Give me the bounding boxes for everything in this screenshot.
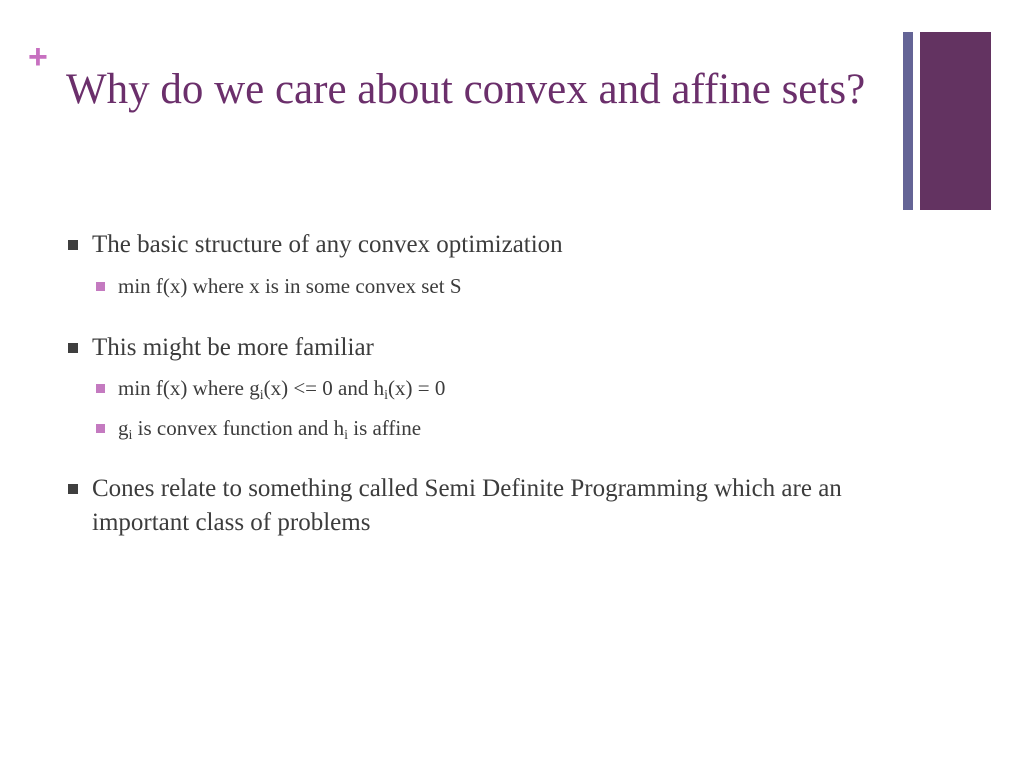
- decorative-bar-thick: [920, 32, 991, 210]
- bullet-text: This might be more familiar: [92, 334, 374, 361]
- square-bullet-icon: [68, 343, 78, 353]
- square-bullet-icon: [68, 240, 78, 250]
- sub-bullet-item-2-2: [96, 414, 896, 442]
- decorative-bar-thin: [903, 32, 913, 210]
- bullet-item-3: [68, 472, 908, 540]
- square-bullet-icon: [96, 384, 105, 393]
- sub-bullet-text: min f(x) where x is in some convex set S: [118, 274, 462, 298]
- square-bullet-icon: [68, 484, 78, 494]
- square-bullet-icon: [96, 282, 105, 291]
- sub-bullet-item-1-1: [96, 272, 896, 300]
- sub-bullet-item-2-1: [96, 374, 896, 402]
- square-bullet-icon: [96, 424, 105, 433]
- sub-bullet-text: $g_i$ is convex function and $h_i$ is affine: [118, 416, 422, 443]
- bullet-text: Cones relate to something called Semi Definite Programming which are an important class of problems: [92, 475, 842, 536]
- slide-title: Why do we care about convex and affine sets?: [66, 66, 866, 113]
- sub-bullet-text: min f(x) where $g_i(x) <= 0$ and $h_i(x) = 0$: [118, 376, 446, 403]
- bullet-item-2: [68, 331, 908, 365]
- plus-icon: +: [28, 38, 48, 76]
- bullet-text: The basic structure of any convex optimization: [92, 231, 563, 258]
- bullet-item-1: [68, 228, 908, 262]
